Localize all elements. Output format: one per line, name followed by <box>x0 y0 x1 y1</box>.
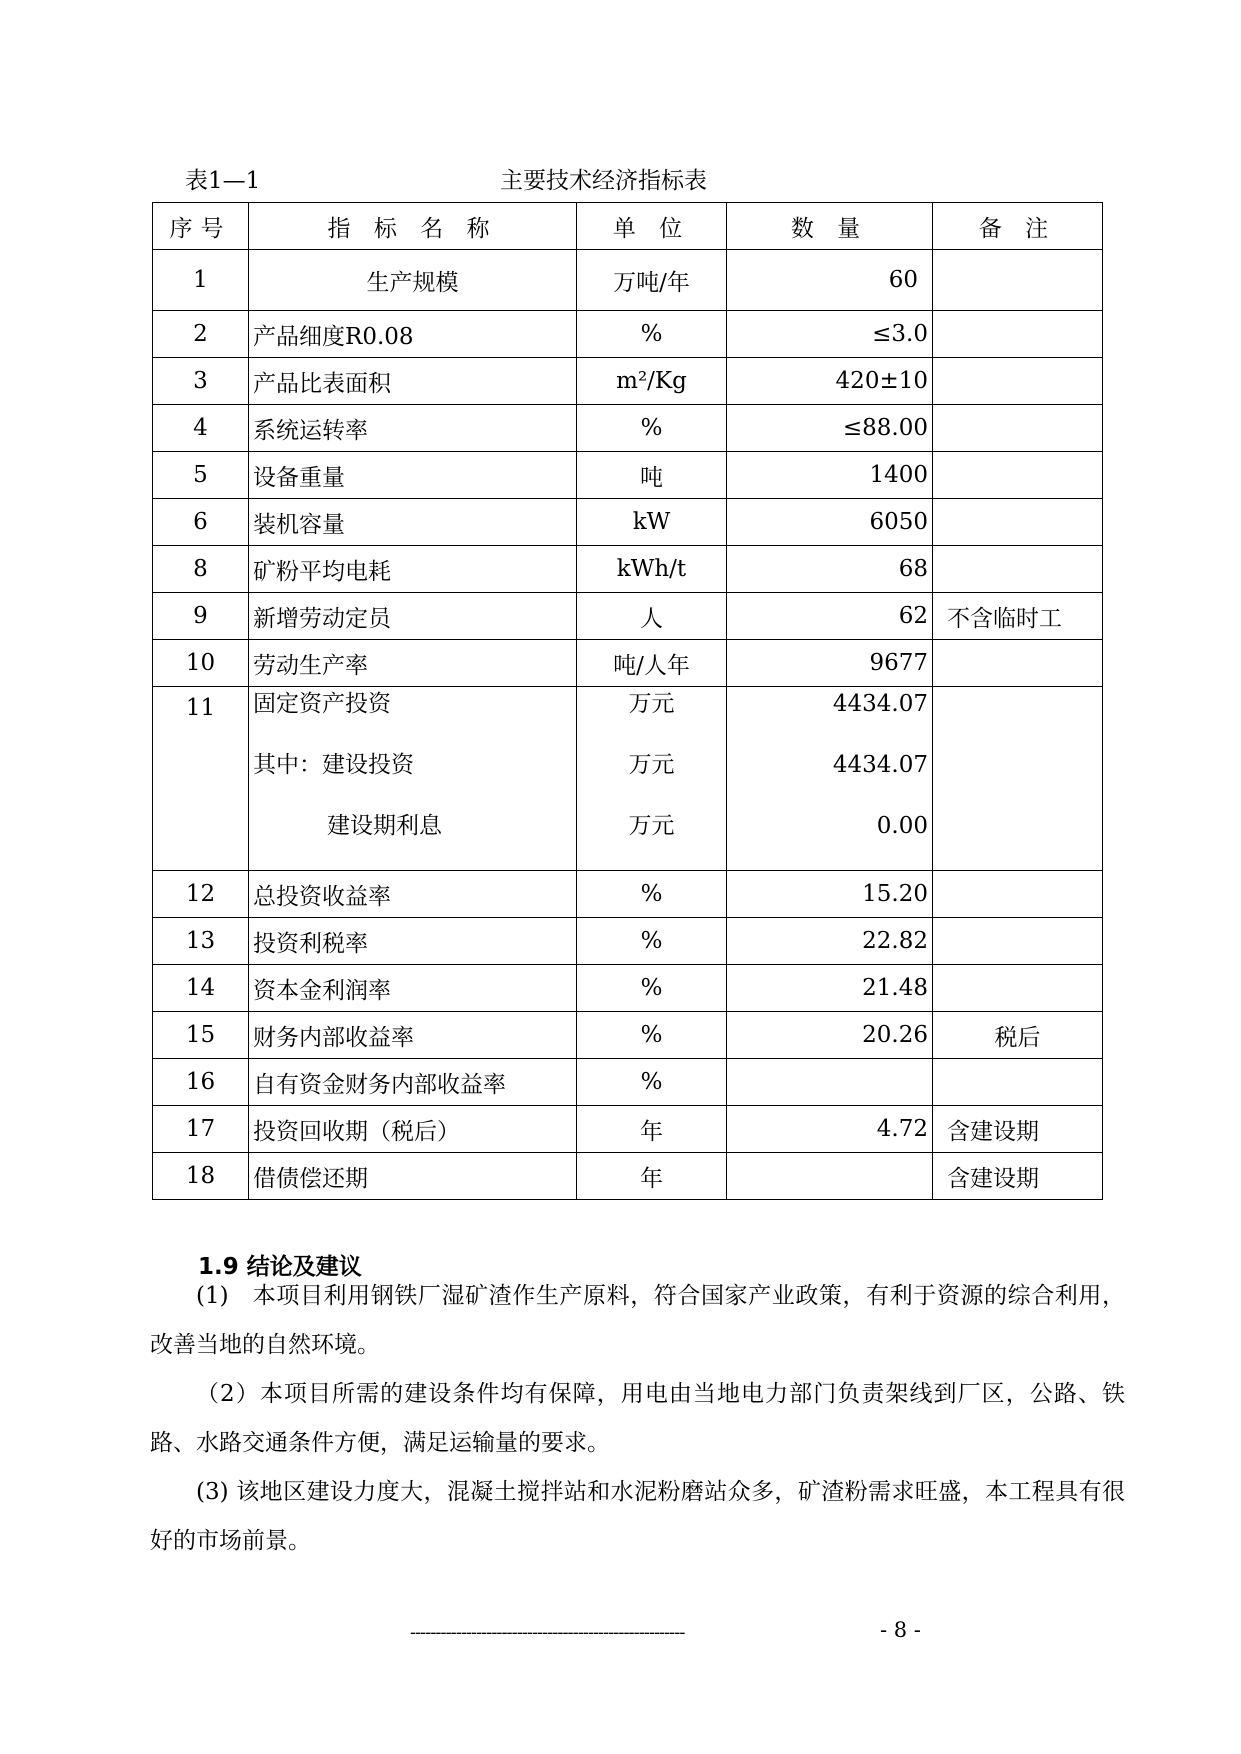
header-no: 序号 <box>153 203 249 250</box>
row-name: 借债偿还期 <box>249 1153 577 1200</box>
row-qty: 1400 <box>727 452 933 499</box>
row-unit: kWh/t <box>577 546 727 593</box>
row-qty: 420±10 <box>727 358 933 405</box>
page-number: - 8 - <box>880 1618 921 1642</box>
table-row-multiline <box>153 687 1103 871</box>
row-note <box>933 871 1103 918</box>
row-name: 装机容量 <box>249 499 577 546</box>
row-note: 含建设期 <box>933 1153 1103 1200</box>
row-note <box>933 405 1103 452</box>
row-name: 生产规模 <box>249 250 577 311</box>
table-row <box>153 918 1103 965</box>
row-qty: ≤88.00 <box>727 405 933 452</box>
row-note <box>933 965 1103 1012</box>
row-unit <box>577 687 727 871</box>
row-unit: 年 <box>577 1106 727 1153</box>
row-unit: 万吨/年 <box>577 250 727 311</box>
row-qty: 22.82 <box>727 918 933 965</box>
indicator-table <box>152 202 1103 1200</box>
row-qty <box>727 1153 933 1200</box>
row-note <box>933 250 1103 311</box>
row-unit: % <box>577 918 727 965</box>
row-unit: % <box>577 1012 727 1059</box>
row-name: 设备重量 <box>249 452 577 499</box>
row-no: 3 <box>153 358 249 405</box>
row-qty: 15.20 <box>727 871 933 918</box>
header-name: 指 标 名 称 <box>249 203 577 250</box>
row-qty: 21.48 <box>727 965 933 1012</box>
table-row <box>153 405 1103 452</box>
row-qty: 20.26 <box>727 1012 933 1059</box>
row-unit: % <box>577 871 727 918</box>
row-no: 15 <box>153 1012 249 1059</box>
row-no: 14 <box>153 965 249 1012</box>
section-heading: 1.9 结论及建议 <box>198 1254 362 1280</box>
row-name: 劳动生产率 <box>249 640 577 687</box>
conclusion-paragraph-2: （2）本项目所需的建设条件均有保障，用电由当地电力部门负责架线到厂区，公路、铁路、水路交通条件方便，满足运输量的要求。 <box>150 1381 1125 1456</box>
table-row <box>153 311 1103 358</box>
row-unit: 年 <box>577 1153 727 1200</box>
table-row <box>153 593 1103 640</box>
row-name: 投资回收期（税后） <box>249 1106 577 1153</box>
row-qty: 4.72 <box>727 1106 933 1153</box>
table-row <box>153 499 1103 546</box>
row-name <box>249 687 577 871</box>
row-note: 含建设期 <box>933 1106 1103 1153</box>
footer-divider: ------------------------------------------------------ <box>410 1622 685 1643</box>
row-note <box>933 452 1103 499</box>
row-no: 2 <box>153 311 249 358</box>
header-qty: 数 量 <box>727 203 933 250</box>
row-name: 产品细度R0.08 <box>249 311 577 358</box>
row-name-sub1: 其中：建设投资 <box>253 752 414 778</box>
table-header-row <box>153 203 1103 250</box>
row-unit: 人 <box>577 593 727 640</box>
row-name: 自有资金财务内部收益率 <box>249 1059 577 1106</box>
row-note <box>933 640 1103 687</box>
row-no: 13 <box>153 918 249 965</box>
table-row <box>153 871 1103 918</box>
row-name: 新增劳动定员 <box>249 593 577 640</box>
row-no: 1 <box>153 250 249 311</box>
row-qty: 6050 <box>727 499 933 546</box>
row-note <box>933 358 1103 405</box>
row-unit: % <box>577 965 727 1012</box>
row-unit-sub1: 万元 <box>628 752 675 778</box>
row-qty <box>727 1059 933 1106</box>
conclusion-paragraph-3: (3) 该地区建设力度大，混凝土搅拌站和水泥粉磨站众多，矿渣粉需求旺盛，本工程具有很好的市场前景。 <box>150 1479 1125 1554</box>
row-unit: 吨 <box>577 452 727 499</box>
row-no: 18 <box>153 1153 249 1200</box>
row-unit: % <box>577 405 727 452</box>
row-name: 财务内部收益率 <box>249 1012 577 1059</box>
table-row <box>153 546 1103 593</box>
row-name: 资本金利润率 <box>249 965 577 1012</box>
table-row <box>153 640 1103 687</box>
row-no: 5 <box>153 452 249 499</box>
table-row <box>153 250 1103 311</box>
row-note <box>933 546 1103 593</box>
row-no: 4 <box>153 405 249 452</box>
table-title: 主要技术经济指标表 <box>500 168 707 194</box>
row-unit: % <box>577 1059 727 1106</box>
row-note: 不含临时工 <box>933 593 1103 640</box>
row-qty: 62 <box>727 593 933 640</box>
row-name: 矿粉平均电耗 <box>249 546 577 593</box>
table-row <box>153 358 1103 405</box>
row-unit-main: 万元 <box>628 691 675 717</box>
row-no: 12 <box>153 871 249 918</box>
row-qty: 9677 <box>727 640 933 687</box>
row-note <box>933 918 1103 965</box>
header-unit: 单 位 <box>577 203 727 250</box>
row-no: 10 <box>153 640 249 687</box>
row-name: 总投资收益率 <box>249 871 577 918</box>
table-number: 表1—1 <box>185 168 261 194</box>
row-name: 投资利税率 <box>249 918 577 965</box>
table-row <box>153 1106 1103 1153</box>
row-note <box>933 1059 1103 1106</box>
row-note <box>933 687 1103 871</box>
row-note <box>933 499 1103 546</box>
row-name: 产品比表面积 <box>249 358 577 405</box>
row-no: 16 <box>153 1059 249 1106</box>
row-note <box>933 311 1103 358</box>
row-unit: m²/Kg <box>577 358 727 405</box>
row-no: 9 <box>153 593 249 640</box>
table-row <box>153 452 1103 499</box>
row-name-sub2: 建设期利息 <box>327 813 442 839</box>
row-qty-sub1: 4434.07 <box>832 752 928 778</box>
conclusion-paragraph-1: (1) 本项目利用钢铁厂湿矿渣作生产原料，符合国家产业政策，有利于资源的综合利用，改善当地的自然环境。 <box>150 1283 1125 1358</box>
row-qty: 60 <box>727 250 933 311</box>
row-unit: kW <box>577 499 727 546</box>
row-name-main: 固定资产投资 <box>253 691 391 717</box>
row-no: 6 <box>153 499 249 546</box>
table-row <box>153 965 1103 1012</box>
row-note: 税后 <box>933 1012 1103 1059</box>
row-name: 系统运转率 <box>249 405 577 452</box>
row-qty <box>727 687 933 871</box>
row-no: 8 <box>153 546 249 593</box>
row-qty: ≤3.0 <box>727 311 933 358</box>
row-unit-sub2: 万元 <box>628 813 675 839</box>
row-qty: 68 <box>727 546 933 593</box>
row-qty-main: 4434.07 <box>832 691 928 717</box>
table-row <box>153 1059 1103 1106</box>
header-note: 备 注 <box>933 203 1103 250</box>
row-unit: 吨/人年 <box>577 640 727 687</box>
row-no: 11 <box>153 687 249 871</box>
table-row <box>153 1012 1103 1059</box>
row-no: 17 <box>153 1106 249 1153</box>
row-unit: % <box>577 311 727 358</box>
row-qty-sub2: 0.00 <box>876 813 928 839</box>
table-row <box>153 1153 1103 1200</box>
